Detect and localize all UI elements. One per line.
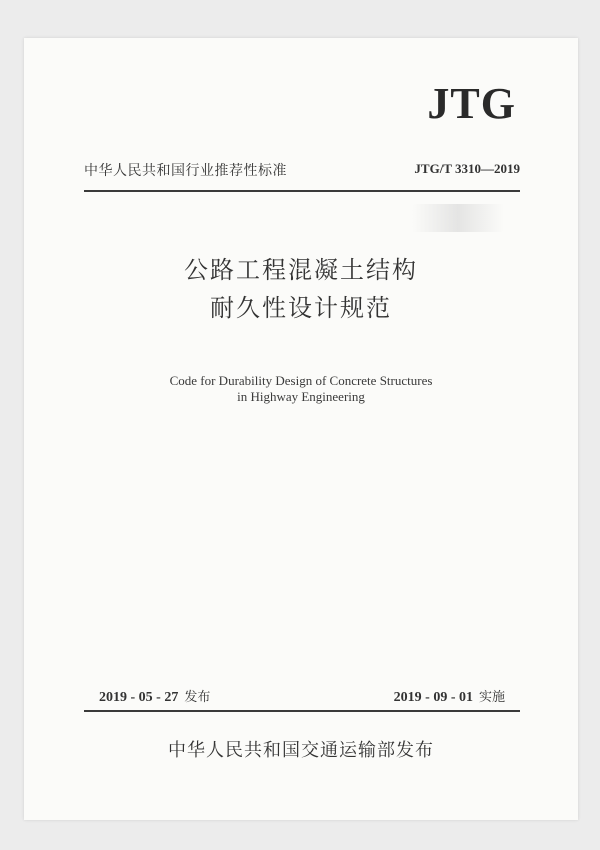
issue-label: 发布 bbox=[184, 690, 211, 705]
effective-date: 2019 - 09 - 01 bbox=[393, 690, 473, 705]
document-cover bbox=[24, 38, 578, 820]
english-title-line-2: in Highway Engineering bbox=[237, 389, 365, 404]
header-row bbox=[84, 160, 520, 182]
standard-code: JTG/T 3310—2019 bbox=[414, 161, 520, 176]
effective-date-group bbox=[394, 686, 505, 706]
standard-category: 中华人民共和国行业推荐性标准 bbox=[84, 163, 287, 179]
date-row bbox=[99, 686, 520, 706]
jtg-logo: JTG bbox=[427, 79, 516, 128]
title-line-1: 公路工程混凝土结构 bbox=[184, 256, 418, 284]
issue-date: 2019 - 05 - 27 bbox=[99, 690, 179, 705]
footer-divider bbox=[84, 710, 520, 712]
scan-smudge bbox=[412, 204, 504, 232]
publisher: 中华人民共和国交通运输部发布 bbox=[168, 740, 434, 761]
title-line-2: 耐久性设计规范 bbox=[210, 294, 392, 322]
header-divider bbox=[84, 190, 520, 192]
issue-date-group bbox=[99, 686, 210, 706]
effective-label: 实施 bbox=[478, 690, 505, 705]
english-title-line-1: Code for Durability Design of Concrete Structures bbox=[169, 373, 433, 388]
